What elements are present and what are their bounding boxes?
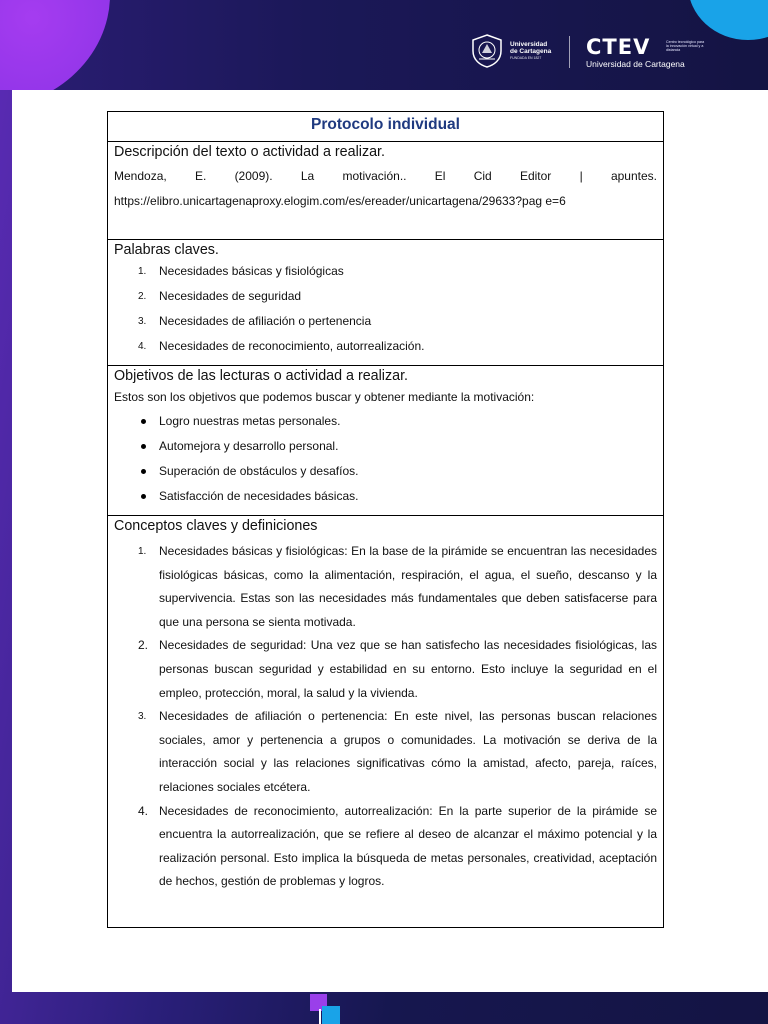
objectives-section [108, 365, 663, 515]
bullet-icon [141, 469, 146, 474]
document-page [12, 90, 768, 992]
list-item [114, 309, 657, 334]
list-item [114, 434, 657, 459]
list-item [114, 334, 657, 359]
logo-separator [569, 36, 570, 68]
list-marker: 2. [138, 638, 149, 653]
concept-text: Necesidades de reconocimiento, autorrealización: En la parte superior de la pirámide se encuentra la autorrealización, que se refiere al deseo de alcanzar el máximo potencial y la realización personal. Esto implica la búsqueda de metas personales, creatividad, aceptación de hechos, gestión de problemas y logros. [159, 803, 657, 889]
page-header [0, 0, 768, 90]
list-marker: 3. [138, 316, 147, 327]
list-item [114, 634, 657, 705]
keyword-text: Necesidades de afiliación o pertenencia [159, 314, 372, 328]
protocol-table [107, 111, 664, 928]
university-name-line1: Universidad [510, 40, 548, 48]
list-item [114, 540, 657, 634]
list-marker: 4. [138, 803, 149, 818]
keyword-text: Necesidades de reconocimiento, autorrealización. [159, 339, 425, 353]
bullet-icon [141, 419, 146, 424]
ctev-subtitle: Universidad de Cartagena [586, 59, 685, 69]
list-marker: 2. [138, 291, 147, 302]
concept-text: Necesidades de afiliación o pertenencia: En este nivel, las personas buscan relaciones sociales, amor y pertenencia a grupos o comunidades. La motivación se deriva de la interacción social y las relaciones significativas cómo la amistad, afecto, pareja, raíces, relaciones sociales etcétera. [159, 709, 657, 794]
concepts-section [108, 515, 663, 927]
footer-cyan-square [322, 1006, 340, 1024]
list-marker: 1. [138, 546, 147, 557]
ctev-tagline: Centro tecnológico para la innovación virtual y a distancia [666, 40, 705, 53]
objective-text: Satisfacción de necesidades básicas. [159, 489, 359, 503]
list-marker: 3. [138, 711, 147, 723]
list-marker: 4. [138, 341, 147, 352]
bullet-icon [141, 494, 146, 499]
objectives-heading: Objetivos de las lecturas o actividad a realizar. [114, 368, 409, 384]
keywords-list [114, 259, 657, 359]
description-section [108, 141, 663, 239]
keyword-text: Necesidades básicas y fisiológicas [159, 264, 344, 278]
objectives-intro: Estos son los objetivos que podemos buscar y obtener mediante la motivación: [114, 390, 535, 404]
list-item [114, 705, 657, 799]
keywords-heading: Palabras claves. [114, 242, 219, 258]
ctev-wordmark: CTEV [586, 35, 651, 59]
list-item [114, 800, 657, 894]
keyword-text: Necesidades de seguridad [159, 289, 302, 303]
university-crest-icon [470, 33, 504, 69]
list-item [114, 409, 657, 434]
list-item [114, 259, 657, 284]
list-item [114, 484, 657, 509]
decorative-purple-blob [0, 0, 110, 90]
university-name-line2: de Cartagena [510, 47, 552, 55]
objective-text: Logro nuestras metas personales. [159, 414, 341, 428]
objective-text: Superación de obstáculos y desafíos. [159, 464, 359, 478]
footer-divider [319, 1009, 321, 1024]
objectives-list [114, 409, 657, 509]
bullet-icon [141, 444, 146, 449]
citation-line1: Mendoza, E. (2009). La motivación.. El Cid Editor | apuntes. [114, 169, 657, 183]
university-logo [470, 32, 551, 70]
concept-text: Necesidades de seguridad: Una vez que se han satisfecho las necesidades fisiológicas, las personas buscan seguridad y estabilidad en su entorno. Esto incluye la seguridad en el empleo, protección, moral, la salud y la vivienda. [159, 638, 657, 700]
list-marker: 1. [138, 266, 147, 277]
objective-text: Automejora y desarrollo personal. [159, 439, 339, 453]
citation-line2: https://elibro.unicartagenaproxy.elogim.com/es/ereader/unicartagena/29633?pag e=6 [114, 194, 566, 208]
decorative-cyan-blob [688, 0, 768, 40]
document-title: Protocolo individual [311, 116, 460, 133]
list-item [114, 459, 657, 484]
keywords-section [108, 239, 663, 365]
concept-text: Necesidades básicas y fisiológicas: En la base de la pirámide se encuentran las necesidades fisiológicas básicas, como la alimentación, respiración, el agua, el sueño, descanso y la supervivencia. Estas son las necesidades más fundamentales que deben satisfacerse para que una persona se sienta motivada. [159, 544, 657, 629]
list-item [114, 284, 657, 309]
university-motto: FUNDADA EN 1827 [510, 55, 542, 60]
ctev-logo [586, 35, 705, 69]
description-heading: Descripción del texto o actividad a realizar. [114, 144, 385, 160]
concepts-list [114, 540, 657, 894]
concepts-heading: Conceptos claves y definiciones [114, 518, 318, 534]
